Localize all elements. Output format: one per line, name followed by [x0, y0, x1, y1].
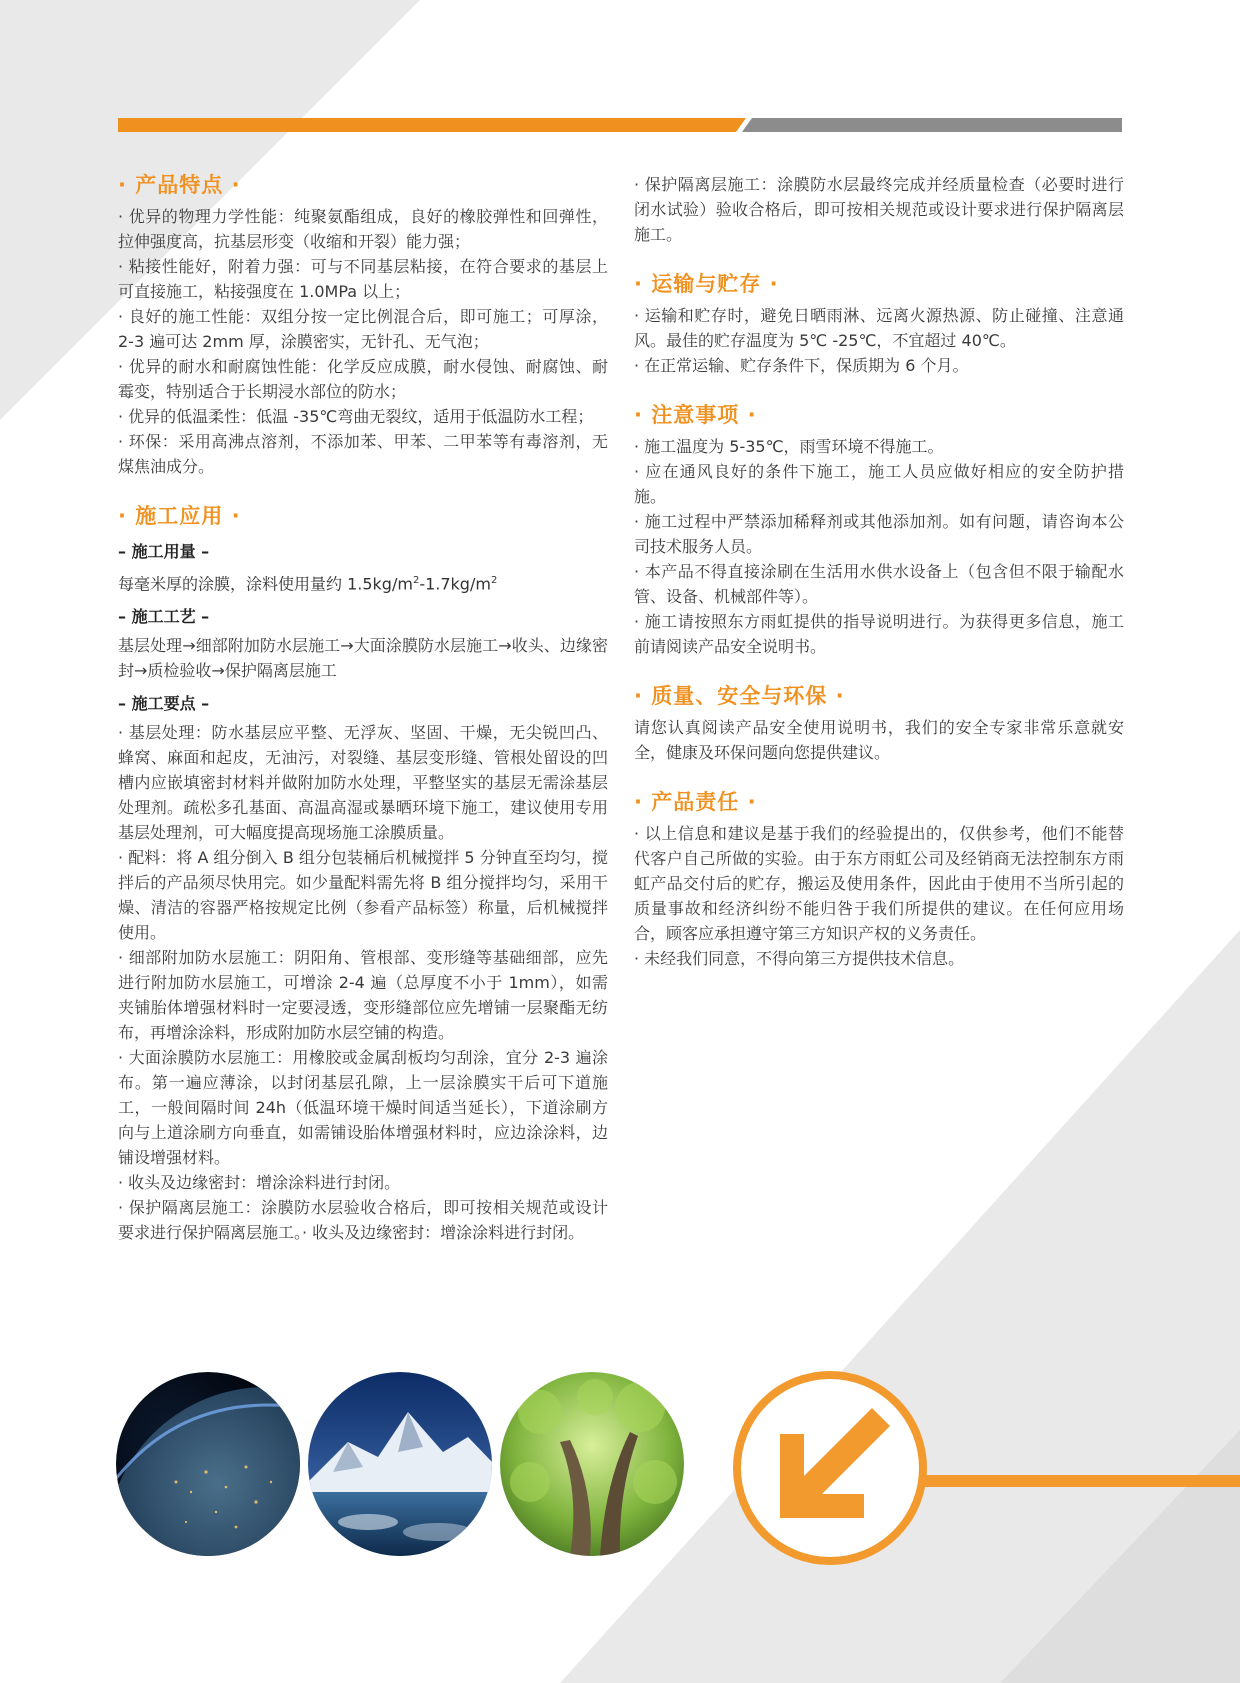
protect-text: · 保护隔离层施工：涂膜防水层最终完成并经质量检查（必要时进行闭水试验）验收合格后，即可按相关规范或设计要求进行保护隔离层施工。 — [634, 175, 1124, 244]
header-accent-bar — [118, 118, 1122, 132]
usage-heading: – 施工用量 – — [118, 542, 210, 561]
snow-mountain-image — [308, 1372, 492, 1556]
application-section — [118, 501, 608, 1245]
process-text: 基层处理→细部附加防水层施工→大面涂膜防水层施工→收头、边缘密封→质检验收→保护隔离层施工 — [118, 636, 608, 681]
point-item: · 大面涂膜防水层施工：用橡胶或金属刮板均匀刮涂，宜分 2-3 遍涂布。第一遍应薄涂，以封闭基层孔隙，上一层涂膜实干后可下道施工，一般间隔时间 24h（低温环境干燥时间适当延长），下道涂刷方向与上道涂刷方向垂直，如需铺设胎体增强材料时，应边涂涂料，边铺设增强材料。 — [118, 1048, 608, 1168]
right-column — [634, 172, 1124, 993]
earth-night-image — [116, 1372, 300, 1556]
liability-section — [634, 787, 1124, 971]
process-heading: – 施工工艺 – — [118, 607, 210, 627]
point-item: · 收头及边缘密封：增涂涂料进行封闭。 — [118, 1173, 401, 1193]
usage-text: 每毫米厚的涂膜，涂料使用量约 $1.5kg/m^2-1.7kg/m^2$ — [118, 574, 498, 594]
note-item: · 应在通风良好的条件下施工，施工人员应做好相应的安全防护措施。 — [634, 462, 1124, 506]
application-title: · 施工应用 · — [118, 504, 241, 528]
liability-item: · 未经我们同意，不得向第三方提供技术信息。 — [634, 949, 965, 968]
liability-title: · 产品责任 · — [634, 790, 757, 814]
points-heading: – 施工要点 – — [118, 694, 210, 714]
arrow-down-left-icon — [732, 1370, 928, 1566]
feature-item: · 粘接性能好，附着力强：可与不同基层粘接，在符合要求的基层上可直接施工，粘接强度在 1.0MPa 以上； — [118, 257, 608, 301]
notes-title: · 注意事项 · — [634, 403, 757, 427]
point-item: · 基层处理：防水基层应平整、无浮灰、坚固、干燥，无尖锐凹凸、蜂窝、麻面和起皮，无油污，对裂缝、基层变形缝、管根处留设的凹槽内应嵌填密封材料并做附加防水处理，平整坚实的基层无需涂基层处理剂。疏松多孔基面、高温高湿或暴晒环境下施工，建议使用专用基层处理剂，可大幅度提高现场施工涂膜质量。 — [118, 723, 608, 843]
tree-canopy-image — [500, 1372, 684, 1556]
note-item: · 本产品不得直接涂刷在生活用水供水设备上（包含但不限于输配水管、设备、机械部件等）。 — [634, 562, 1124, 606]
orange-accent-line — [905, 1475, 1240, 1487]
quality-section — [634, 681, 1124, 765]
feature-item: · 优异的低温柔性：低温 -35℃弯曲无裂纹，适用于低温防水工程； — [118, 407, 594, 426]
protect-continuation — [634, 172, 1124, 247]
transport-title: · 运输与贮存 · — [634, 272, 779, 296]
feature-item: · 优异的物理力学性能：纯聚氨酯组成，良好的橡胶弹性和回弹性，拉伸强度高，抗基层形变（收缩和开裂）能力强； — [118, 207, 608, 251]
feature-item: · 环保：采用高沸点溶剂，不添加苯、甲苯、二甲苯等有毒溶剂，无煤焦油成分。 — [118, 432, 608, 476]
feature-item: · 良好的施工性能：双组分按一定比例混合后，即可施工；可厚涂，2-3 遍可达 2mm 厚，涂膜密实，无针孔、无气泡； — [118, 307, 608, 351]
features-section — [118, 170, 608, 479]
left-column — [118, 170, 608, 1267]
quality-title: · 质量、安全与环保 · — [634, 684, 845, 708]
note-item: · 施工请按照东方雨虹提供的指导说明进行。为获得更多信息，施工前请阅读产品安全说明书。 — [634, 612, 1124, 656]
note-item: · 施工温度为 5-35℃，雨雪环境不得施工。 — [634, 437, 944, 456]
liability-item: · 以上信息和建议是基于我们的经验提出的，仅供参考，他们不能替代客户自己所做的实验。由于东方雨虹公司及经销商无法控制东方雨虹产品交付后的贮存，搬运及使用条件，因此由于使用不当所引起的质量事故和经济纠纷不能归咎于我们所提供的建议。在任何应用场合，顾客应承担遵守第三方知识产权的义务责任。 — [634, 824, 1124, 943]
transport-item: · 在正常运输、贮存条件下，保质期为 6 个月。 — [634, 356, 969, 375]
feature-item: · 优异的耐水和耐腐蚀性能：化学反应成膜，耐水侵蚀、耐腐蚀、耐霉变，特别适合于长期浸水部位的防水； — [118, 357, 608, 401]
quality-text: 请您认真阅读产品安全使用说明书，我们的安全专家非常乐意就安全，健康及环保问题向您提供建议。 — [634, 718, 1124, 762]
transport-section — [634, 269, 1124, 378]
note-item: · 施工过程中严禁添加稀释剂或其他添加剂。如有问题，请咨询本公司技术服务人员。 — [634, 512, 1124, 556]
point-item: · 配料：将 A 组分倒入 B 组分包装桶后机械搅拌 5 分钟直至均匀，搅拌后的产品须尽快用完。如少量配料需先将 B 组分搅拌均匀，采用干燥、清洁的容器严格按规定比例（参看产品标签）称量，后机械搅拌使用。 — [118, 848, 608, 943]
point-item: · 细部附加防水层施工：阴阳角、管根部、变形缝等基础细部，应先进行附加防水层施工，可增涂 2-4 遍（总厚度不小于 1mm），如需夹铺胎体增强材料时一定要浸透，变形缝部位应先增铺一层聚酯无纺布，再增涂涂料，形成附加防水层空铺的构造。 — [118, 948, 608, 1043]
point-item: · 保护隔离层施工：涂膜防水层验收合格后，即可按相关规范或设计要求进行保护隔离层施工。· 收头及边缘密封：增涂涂料进行封闭。 — [118, 1198, 608, 1243]
features-title: · 产品特点 · — [118, 173, 241, 197]
notes-section — [634, 400, 1124, 659]
transport-item: · 运输和贮存时，避免日晒雨淋、远离火源热源、防止碰撞、注意通风。最佳的贮存温度为 5℃ -25℃，不宜超过 40℃。 — [634, 306, 1124, 350]
